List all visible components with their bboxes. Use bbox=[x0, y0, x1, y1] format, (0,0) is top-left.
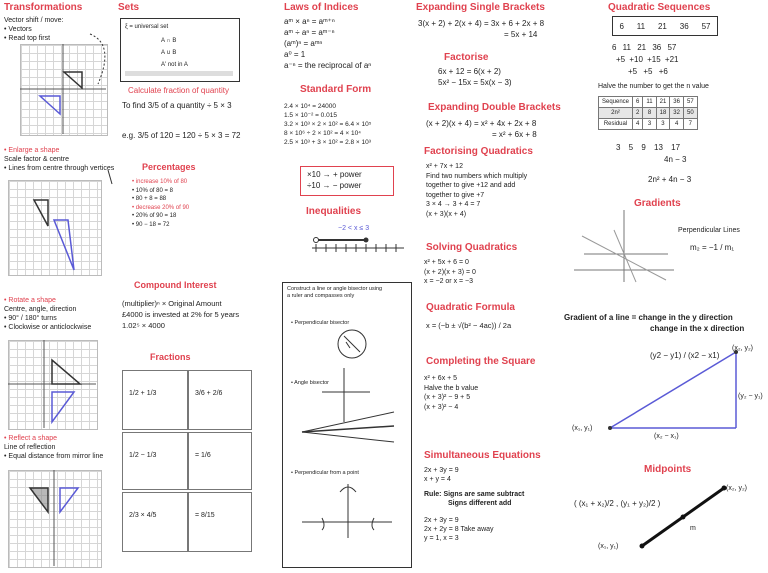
simultaneous-line: Rule: Signs are same subtract bbox=[424, 491, 525, 498]
inequalities-title: Inequalities bbox=[306, 206, 362, 217]
gradient-triangle bbox=[600, 340, 750, 440]
sequence-answer: 2n² + 4n − 3 bbox=[648, 175, 692, 184]
solving-quadratics-title: Solving Quadratics bbox=[426, 242, 518, 253]
sequence-term: 36 bbox=[679, 21, 689, 31]
rotate-diagram bbox=[8, 340, 96, 428]
gradient-hypotenuse bbox=[610, 352, 736, 428]
venn-line: A' not in A bbox=[161, 62, 188, 68]
reflect-title: • Reflect a shape bbox=[4, 435, 58, 442]
compound-line: 1.02⁵ × 4000 bbox=[122, 321, 165, 330]
fraction-cell bbox=[122, 432, 188, 490]
table-cell: 32 bbox=[670, 108, 684, 119]
solving-line: (x + 2)(x + 3) = 0 bbox=[424, 268, 476, 276]
factorising-line: 3 × 4 → 3 + 4 = 7 bbox=[426, 201, 481, 208]
standard-form-notes bbox=[284, 102, 371, 147]
midpoints-title: Midpoints bbox=[644, 464, 692, 475]
table-cell: Residual bbox=[599, 119, 633, 130]
indices-title: Laws of Indices bbox=[284, 2, 359, 13]
sets-title: Sets bbox=[118, 2, 140, 13]
gradient-point-1: (x₁, y₁) bbox=[572, 425, 593, 432]
percentage-line: • 10% of 80 = 8 bbox=[132, 187, 173, 194]
rotate-line: Centre, angle, direction bbox=[4, 306, 77, 313]
perpendicular-lines-diagram bbox=[574, 210, 674, 282]
venn-line: A ∩ B bbox=[161, 38, 177, 44]
rotate-line: • 90° / 180° turns bbox=[4, 315, 57, 322]
table-cell: 3 bbox=[656, 119, 670, 130]
percentage-line: • 80 + 8 = 88 bbox=[132, 196, 167, 202]
linear-part: 4n − 3 bbox=[664, 155, 687, 164]
simultaneous-line: 2x + 2y = 8 Take away bbox=[424, 526, 494, 533]
fraction-text: 1/2 + 1/3 bbox=[129, 390, 157, 397]
fraction-cell bbox=[188, 370, 252, 430]
enlarge-block bbox=[4, 146, 114, 173]
table-cell: 18 bbox=[656, 108, 670, 119]
enlarge-line: Scale factor & centre bbox=[4, 156, 69, 163]
factorise-title: Factorise bbox=[444, 52, 489, 63]
expanding-single-line: 3(x + 2) + 2(x + 4) = 3x + 6 + 2x + 8 bbox=[418, 19, 545, 28]
enlarge-line: • Lines from centre through vertices bbox=[4, 165, 115, 172]
fraction-cell bbox=[122, 370, 188, 430]
factorising-line: Find two numbers which multiply bbox=[426, 172, 528, 180]
indices-line: aᵐ ÷ aⁿ = aᵐ⁻ⁿ bbox=[284, 28, 335, 37]
constructions-title-line: a ruler and compasses only bbox=[287, 293, 355, 299]
sequence-row: 6 11 21 36 57 bbox=[612, 43, 677, 52]
gradient-dy: (y₂ − y₁) bbox=[738, 393, 763, 400]
expanding-double-title: Expanding Double Brackets bbox=[428, 102, 561, 113]
enlarged-triangle bbox=[54, 220, 74, 270]
simultaneous-line: 2x + 3y = 9 bbox=[424, 467, 459, 474]
standard-form-line: 8 × 10⁶ ÷ 2 × 10² = 4 × 10⁴ bbox=[284, 130, 361, 137]
standard-form-box bbox=[300, 166, 394, 196]
fractions-title: Fractions bbox=[150, 352, 191, 362]
reflect-line: • Equal distance from mirror line bbox=[4, 453, 104, 460]
translation-line: Vector shift / move: bbox=[4, 17, 64, 24]
gradient-definition bbox=[564, 312, 744, 334]
simultaneous-line: x + y = 4 bbox=[424, 476, 451, 483]
factorising-line: together to give +12 and add bbox=[426, 182, 516, 189]
table-note: Halve the number to get the n value bbox=[598, 83, 709, 90]
rotate-title: • Rotate a shape bbox=[4, 297, 56, 304]
fraction-text: = 8/15 bbox=[195, 512, 215, 519]
percentages-title: Percentages bbox=[142, 162, 196, 172]
perpendicular-label: Perpendicular Lines bbox=[678, 227, 740, 234]
percentage-line: • increase 10% of 80 bbox=[132, 179, 188, 185]
table-row bbox=[599, 119, 698, 130]
simultaneous-line: Signs different add bbox=[448, 500, 512, 507]
expanding-double-line: (x + 2)(x + 4) = x² + 4x + 2x + 8 bbox=[426, 119, 537, 128]
box-line: ÷10 → − power bbox=[307, 181, 362, 190]
reflect-block bbox=[4, 434, 103, 461]
find-fraction-line: To find 3/5 of a quantity ÷ 5 × 3 bbox=[122, 101, 232, 110]
venn-bar bbox=[125, 71, 233, 76]
solving-quadratics-notes bbox=[424, 258, 476, 287]
completing-line: x² + 6x + 5 bbox=[424, 375, 458, 382]
quadratic-formula: x = (−b ± √(b² − 4ac)) / 2a bbox=[426, 321, 512, 330]
table-cell: 11 bbox=[643, 97, 656, 108]
inequality-label: −2 < x ≤ 3 bbox=[338, 225, 370, 232]
gradient-dx: (x₂ − x₁) bbox=[654, 433, 679, 440]
expanding-double-notes bbox=[426, 118, 537, 140]
rotate-block bbox=[4, 296, 91, 332]
percentages-notes bbox=[132, 178, 189, 229]
construction-step: • Perpendicular bisector bbox=[291, 320, 350, 326]
original-triangle bbox=[64, 72, 82, 88]
standard-form-line: 1.5 × 10⁻² = 0.015 bbox=[284, 112, 337, 119]
reflect-diagram bbox=[8, 470, 100, 566]
fraction-cell bbox=[122, 492, 188, 552]
factorising-line: together to give +7 bbox=[426, 191, 485, 199]
indices-notes bbox=[284, 16, 371, 71]
angle-ray bbox=[302, 432, 394, 442]
percentage-line: • 90 − 18 = 72 bbox=[132, 221, 170, 228]
closed-circle bbox=[364, 238, 369, 243]
simultaneous-line: y = 1, x = 3 bbox=[424, 535, 459, 542]
midpoint-formula: ( (x₁ + x₂)/2 , (y₁ + y₂)/2 ) bbox=[574, 499, 661, 508]
simultaneous-line: 2x + 3y = 9 bbox=[424, 517, 459, 524]
number-line bbox=[310, 236, 406, 266]
open-circle bbox=[314, 238, 319, 243]
sequence-term: 57 bbox=[701, 21, 711, 31]
fraction-text: 1/2 − 1/3 bbox=[129, 452, 157, 459]
completing-line: (x + 3)² − 9 + 5 bbox=[424, 394, 471, 401]
reflected-shape bbox=[60, 488, 78, 512]
table-cell: 50 bbox=[683, 108, 697, 119]
sequence-term: 6 bbox=[619, 21, 624, 31]
table-row bbox=[599, 97, 698, 108]
fraction-text: 2/3 × 4/5 bbox=[129, 512, 157, 519]
completing-line: (x + 3)² − 4 bbox=[424, 403, 459, 411]
gradient-formula: (y2 − y1) / (x2 − x1) bbox=[650, 351, 720, 360]
factorising-quadratics-title: Factorising Quadratics bbox=[424, 146, 533, 157]
table-cell: 7 bbox=[683, 119, 697, 130]
fraction-cell bbox=[188, 492, 252, 552]
table-cell: 36 bbox=[670, 97, 684, 108]
table-cell: Sequence bbox=[599, 97, 633, 108]
rotated-triangle bbox=[52, 392, 74, 422]
reflect-line: Line of reflection bbox=[4, 444, 56, 451]
enlarge-diagram bbox=[8, 180, 100, 274]
rotate-line: • Clockwise or anticlockwise bbox=[4, 324, 92, 331]
sequence-table bbox=[598, 96, 698, 130]
table-cell: 8 bbox=[643, 108, 656, 119]
midpoint-diagram bbox=[600, 476, 730, 556]
translation-diagram bbox=[20, 44, 106, 134]
completing-line: Halve the b value bbox=[424, 384, 479, 392]
fraction-cell bbox=[188, 432, 252, 490]
second-differences: +5 +5 +6 bbox=[628, 67, 668, 76]
midpoint-dot bbox=[681, 515, 686, 520]
enlarge-title: • Enlarge a shape bbox=[4, 147, 60, 154]
midpoint-label: m bbox=[690, 525, 696, 532]
translation-line: • Vectors bbox=[4, 26, 32, 33]
quadratic-formula-title: Quadratic Formula bbox=[426, 302, 515, 313]
original-shape bbox=[30, 488, 48, 512]
table-cell: 2 bbox=[633, 108, 643, 119]
venn-box bbox=[120, 18, 240, 82]
construction-step: • Angle bisector bbox=[291, 380, 330, 386]
standard-form-line: 2.4 × 10⁴ = 24000 bbox=[284, 103, 336, 110]
compound-line: (multiplier)ⁿ × Original Amount bbox=[122, 299, 222, 308]
gradients-title: Gradients bbox=[634, 198, 681, 209]
gradient-point-2: (x₂, y₂) bbox=[732, 345, 753, 352]
expanding-single-title: Expanding Single Brackets bbox=[416, 2, 545, 13]
original-triangle bbox=[52, 360, 80, 384]
gradient-def-line: change in the x direction bbox=[650, 324, 745, 333]
factorising-line: x² + 7x + 12 bbox=[426, 163, 463, 170]
expanding-double-line: = x² + 6x + 8 bbox=[492, 130, 537, 139]
midpoint-point-2: (x₂, y₂) bbox=[726, 485, 747, 492]
fraction-example: e.g. 3/5 of 120 = 120 ÷ 5 × 3 = 72 bbox=[122, 131, 241, 140]
sets-section bbox=[118, 2, 139, 13]
table-cell: 2n² bbox=[599, 108, 633, 119]
quadratic-sequences-title: Quadratic Sequences bbox=[608, 2, 711, 13]
midpoint-point-1: (x₁, y₁) bbox=[598, 543, 619, 550]
fraction-text: = 1/6 bbox=[195, 452, 211, 459]
completing-square-notes bbox=[424, 374, 478, 412]
arrow-curve bbox=[90, 34, 105, 84]
indices-line: a⁻ⁿ = the reciprocal of aⁿ bbox=[284, 61, 372, 70]
percentage-line: • 20% of 90 = 18 bbox=[132, 213, 177, 219]
venn-line: A ∪ B bbox=[161, 50, 177, 56]
standard-form-line: 3.2 × 10³ × 2 × 10² = 6.4 × 10⁵ bbox=[284, 121, 372, 128]
fraction-of-quantity-heading: Calculate fraction of quantity bbox=[128, 86, 229, 95]
table-cell: 21 bbox=[656, 97, 670, 108]
box-line: ×10 → + power bbox=[307, 170, 362, 179]
factorising-quadratics-notes bbox=[426, 162, 527, 219]
small-triangle bbox=[34, 200, 48, 226]
solving-line: x = −2 or x = −3 bbox=[424, 278, 474, 285]
expanding-single-notes bbox=[418, 18, 544, 40]
solving-line: x² + 5x + 6 = 0 bbox=[424, 259, 469, 266]
sequence-terms-box bbox=[612, 16, 718, 36]
gradient-def-line: Gradient of a line = change in the y direction bbox=[564, 313, 733, 322]
table-cell: 4 bbox=[633, 119, 643, 130]
table-cell: 4 bbox=[670, 119, 684, 130]
residual-row: 3 5 9 13 17 bbox=[616, 143, 681, 152]
constructions-title-line: Construct a line or angle bisector using bbox=[287, 286, 383, 292]
construction-diagrams bbox=[282, 282, 410, 566]
transformations-section bbox=[4, 2, 82, 13]
factorise-notes bbox=[438, 66, 512, 88]
fraction-text: 3/6 + 2/6 bbox=[195, 390, 223, 397]
compound-notes bbox=[122, 298, 239, 331]
table-row bbox=[599, 108, 698, 119]
standard-form-line: 2.5 × 10³ + 3 × 10² = 2.8 × 10³ bbox=[284, 139, 371, 146]
translation-line: • Read top first bbox=[4, 35, 51, 42]
simultaneous-notes bbox=[424, 466, 524, 543]
expanding-single-line: = 5x + 14 bbox=[504, 30, 538, 39]
completing-square-title: Completing the Square bbox=[426, 356, 536, 367]
sequence-term: 11 bbox=[636, 21, 646, 31]
table-cell: 57 bbox=[683, 97, 697, 108]
image-triangle bbox=[40, 96, 60, 114]
table-cell: 6 bbox=[633, 97, 643, 108]
standard-form-title: Standard Form bbox=[300, 84, 372, 95]
indices-line: a⁰ = 1 bbox=[284, 50, 306, 59]
percentage-line: • decrease 20% of 90 bbox=[132, 204, 190, 211]
factorising-line: (x + 3)(x + 4) bbox=[426, 210, 467, 218]
table-cell: 3 bbox=[643, 119, 656, 130]
sequence-term: 21 bbox=[657, 21, 667, 31]
transformations-title: Transformations bbox=[4, 2, 83, 13]
indices-line: (aᵐ)ⁿ = aᵐⁿ bbox=[284, 39, 323, 48]
translation-notes bbox=[4, 16, 64, 43]
factorise-line: 6x + 12 = 6(x + 2) bbox=[438, 67, 501, 76]
factorise-line: 5x² − 15x = 5x(x − 3) bbox=[438, 78, 512, 87]
perpendicular-formula: m₂ = −1 / m₁ bbox=[690, 243, 735, 252]
first-differences: +5 +10 +15 +21 bbox=[616, 55, 679, 64]
venn-line: ξ = universal set bbox=[125, 24, 169, 30]
indices-line: aᵐ × aⁿ = aᵐ⁺ⁿ bbox=[284, 17, 335, 26]
simultaneous-title: Simultaneous Equations bbox=[424, 450, 541, 461]
compound-line: £4000 is invested at 2% for 5 years bbox=[122, 310, 240, 319]
compound-interest-title: Compound Interest bbox=[134, 280, 217, 290]
construction-step: • Perpendicular from a point bbox=[291, 470, 359, 476]
